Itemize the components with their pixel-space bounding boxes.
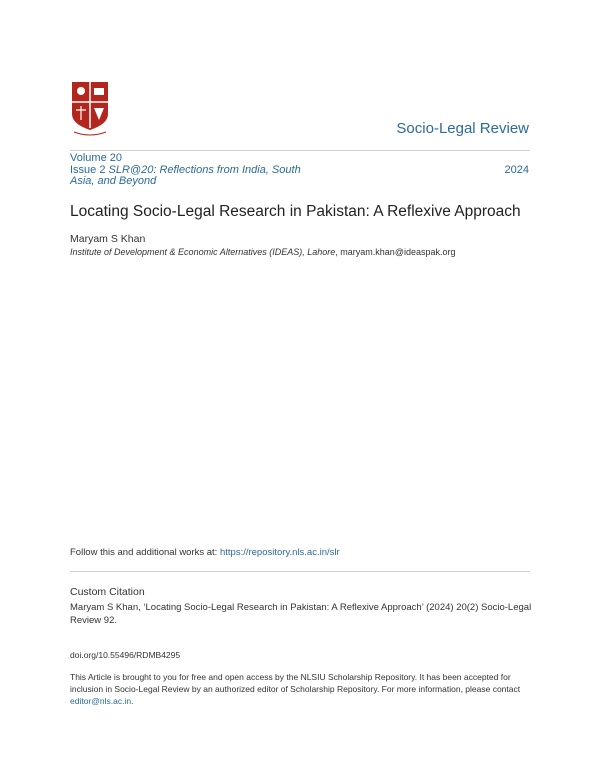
nlsiu-crest-icon	[70, 80, 110, 136]
follow-line	[70, 547, 340, 558]
journal-title: Socio-Legal Review	[396, 120, 529, 137]
affiliation-institute: Institute of Development & Economic Alternatives (IDEAS), Lahore	[70, 247, 336, 257]
issue-title-line1[interactable]: SLR@20: Reflections from India, South	[108, 163, 301, 176]
citation-divider	[70, 571, 530, 572]
header-divider	[70, 150, 530, 151]
notice-text: This Article is brought to you for free and open access by the NLSIU Scholarship Repository. It has been accepted for inclusion in Socio-Legal Review by an authorized editor of Scholarship Repository. For more information, please contact	[70, 672, 521, 694]
issue-title-line2[interactable]: Asia, and Beyond	[70, 175, 157, 187]
citation-text: Maryam S Khan, ‘Locating Socio-Legal Research in Pakistan: A Reflexive Approach’ (2024) 20(2) Socio-Legal Review 92.	[70, 602, 532, 626]
doi-text: doi.org/10.55496/RDMB4295	[70, 650, 181, 660]
affiliation-email: , maryam.khan@ideaspak.org	[335, 247, 456, 257]
issue-prefix: Issue 2	[70, 163, 109, 176]
volume-label: Volume 20	[70, 152, 122, 164]
access-notice	[70, 671, 532, 707]
author-name: Maryam S Khan	[70, 233, 146, 245]
notice-end: .	[131, 696, 134, 706]
article-title: Locating Socio-Legal Research in Pakistan: A Reflexive Approach	[70, 203, 521, 220]
follow-text: Follow this and additional works at:	[70, 547, 220, 558]
citation-heading: Custom Citation	[70, 586, 145, 598]
editor-email-link[interactable]: editor@nls.ac.in	[70, 696, 132, 706]
author-affiliation	[70, 247, 456, 257]
publication-year: 2024	[504, 164, 529, 176]
repository-link[interactable]: https://repository.nls.ac.in/slr	[219, 547, 340, 558]
issue-info	[70, 153, 310, 188]
